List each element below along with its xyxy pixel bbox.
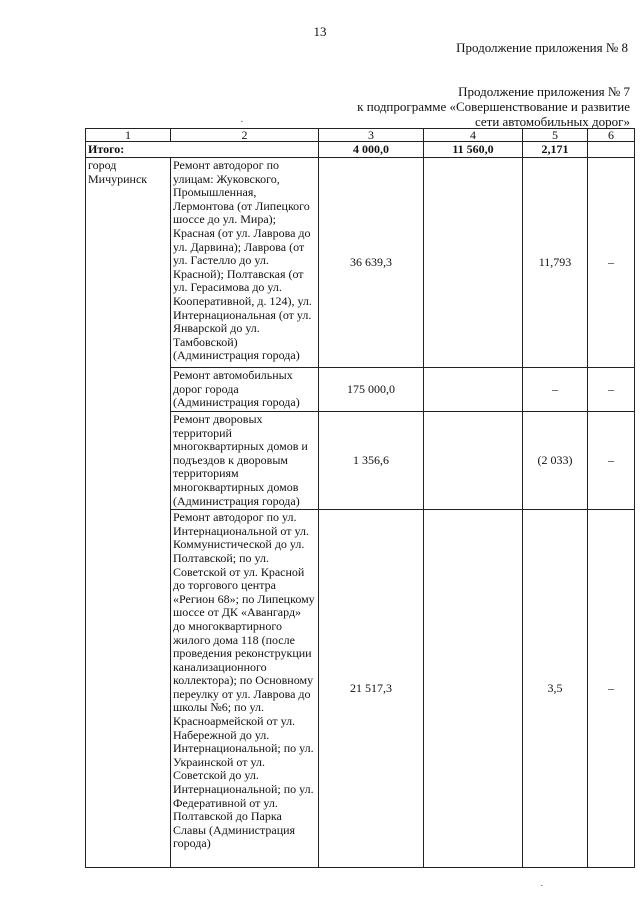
appendix-sub-line3: сети автомобильных дорог» [474,114,630,129]
scan-dot: · [540,880,544,892]
total-row [86,142,635,158]
value-col6: – [588,158,635,368]
appendix-sub-line2: к подпрограмме «Совершенствование и развитие [357,99,630,114]
total-col5: 2,171 [523,142,588,158]
work-description: Ремонт автодорог по ул. Интернациональной от ул. Коммунистической до ул. Полтавской; по ул. Советской от ул. Красной до торгового центра «Регион 68»; по Липецкому шоссе от ДК «Авангард» до многоквартирного жилого дома 118 (после проведения реконструкции канализационного коллектора); по Основному переулку от ул. Лаврова до школы №6; по ул. Красноармейской от ул. Набережной до ул. Интернациональной; по ул. Украинской от ул. Советской до ул. Интернациональной; по ул. Федеративной от ул. Полтавской до Парка Славы (Администрация города) [171,510,319,868]
value-col4 [424,368,523,412]
appendix-subheading [357,84,630,129]
value-col5: 3,5 [523,510,588,868]
column-number: 6 [588,129,635,142]
work-description: Ремонт автодорог по улицам: Жуковского, Промышленная, Лермонтова (от Липецкого шоссе до ул. Мира); Красная (от ул. Лаврова до ул. Дарвина); Лаврова (от ул. Гастелло до ул. Красной); Полтавская (от ул. Герасимова до ул. Кооперативной, д. 124), ул. Интернациональная (от ул. Январской до ул. Тамбовской) (Администрация города) [171,158,319,368]
value-col4 [424,158,523,368]
value-col5: – [523,368,588,412]
work-description: Ремонт дворовых территорий многоквартирных домов и подъездов к дворовым территориям многоквартирных домов (Администрация города) [171,412,319,510]
column-number: 1 [86,129,171,142]
value-col4 [424,510,523,868]
total-col3: 4 000,0 [319,142,424,158]
scan-dot: · [240,116,244,128]
value-col4 [424,412,523,510]
work-description: Ремонт автомобильных дорог города (Администрация города) [171,368,319,412]
value-col3: 175 000,0 [319,368,424,412]
table-row [86,158,635,368]
column-number: 5 [523,129,588,142]
value-col6: – [588,412,635,510]
value-col3: 36 639,3 [319,158,424,368]
total-col6 [588,142,635,158]
column-number: 2 [171,129,319,142]
total-col4: 11 560,0 [424,142,523,158]
value-col5: 11,793 [523,158,588,368]
program-table [85,128,635,868]
value-col3: 21 517,3 [319,510,424,868]
value-col6: – [588,510,635,868]
value-col3: 1 356,6 [319,412,424,510]
city-cell: город Мичуринск [86,158,171,868]
page-number: 13 [313,24,327,39]
column-number: 4 [424,129,523,142]
appendix-sub-line1: Продолжение приложения № 7 [458,84,630,99]
column-number: 3 [319,129,424,142]
total-label: Итого: [86,142,319,158]
column-number-row [86,129,635,142]
value-col6: – [588,368,635,412]
appendix-heading: Продолжение приложения № 8 [456,40,628,55]
value-col5: (2 033) [523,412,588,510]
